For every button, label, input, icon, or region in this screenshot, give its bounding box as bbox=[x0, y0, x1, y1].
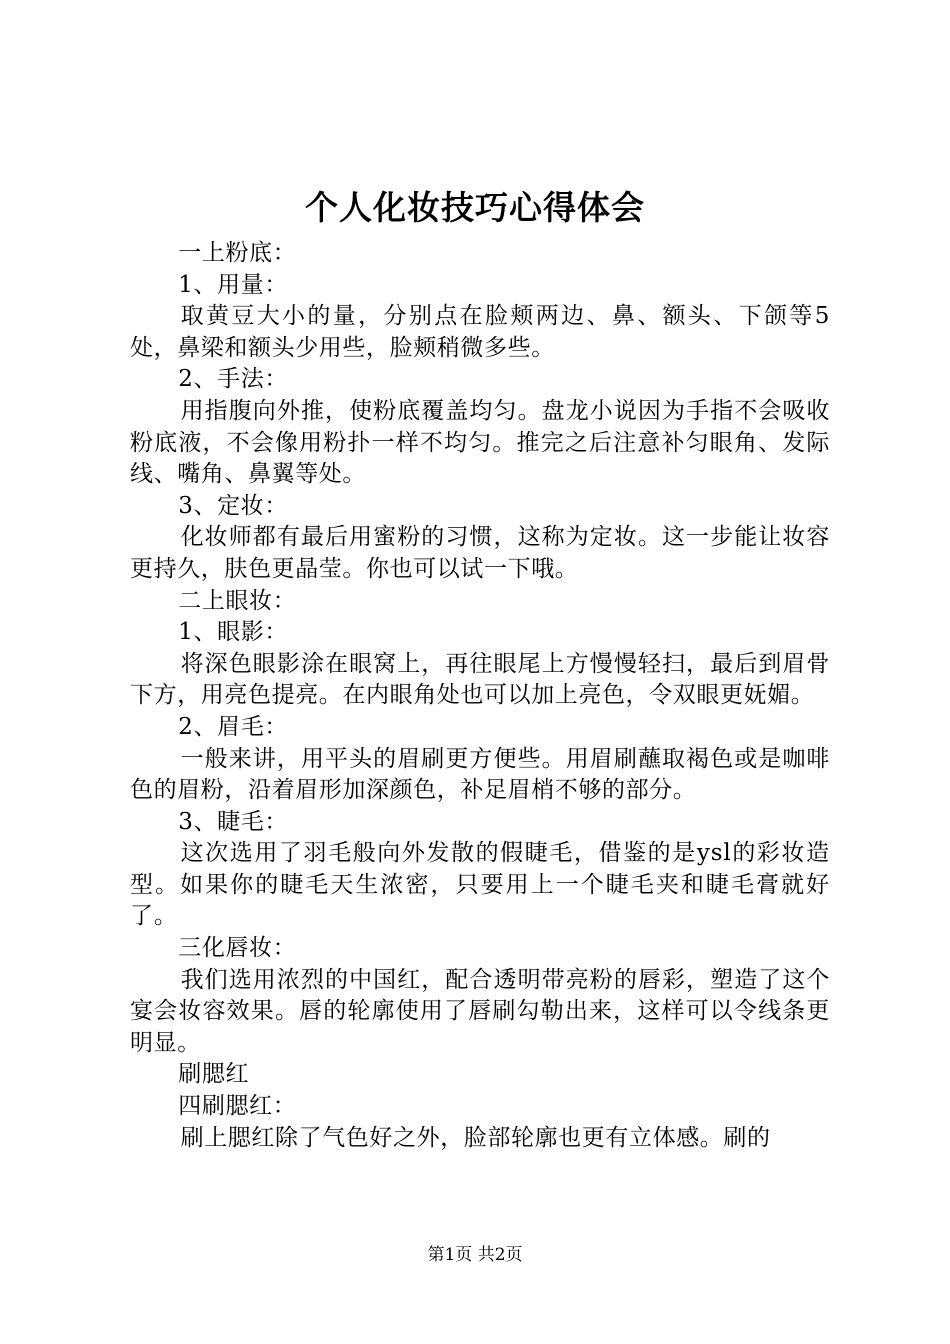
section-heading-foundation: 一上粉底： bbox=[178, 240, 297, 266]
paragraph-eyeshadow: 将深色眼影涂在眼窝上，再往眼尾上方慢慢轻扫，最后到眉骨下方，用亮色提亮。在内眼角处也可以加上亮色，令双眼更妩媚。 bbox=[130, 650, 830, 709]
paragraph-technique: 用指腹向外推，使粉底覆盖均匀。盘龙小说因为手指不会吸收粉底液，不会像用粉扑一样不均匀。推完之后注意补匀眼角、发际线、嘴角、鼻翼等处。 bbox=[130, 397, 830, 488]
paragraph-blush: 刷上腮红除了气色好之外，脸部轮廓也更有立体感。刷的 bbox=[180, 1124, 771, 1151]
paragraph-lip-makeup: 我们选用浓烈的中国红，配合透明带亮粉的唇彩，塑造了这个宴会妆容效果。唇的轮廓使用了唇刷勾勒出来，这样可以令线条更明显。 bbox=[130, 966, 830, 1056]
subheading-eyeshadow: 1、眼影： bbox=[178, 619, 288, 646]
subheading-eyebrows: 2、眉毛： bbox=[178, 713, 288, 740]
section-heading-eye-makeup: 二上眼妆： bbox=[178, 587, 297, 614]
section-heading-blush: 四刷腮红： bbox=[178, 1093, 297, 1120]
document-body bbox=[130, 238, 830, 1154]
label-blush: 刷腮红 bbox=[178, 1061, 250, 1088]
subheading-setting: 3、定妆： bbox=[178, 492, 288, 519]
page-footer: 第1页 共2页 bbox=[427, 1245, 523, 1265]
subheading-technique: 2、手法： bbox=[178, 366, 288, 393]
section-heading-lip-makeup: 三化唇妆： bbox=[178, 935, 297, 962]
subheading-amount: 1、用量： bbox=[178, 271, 288, 298]
paragraph-amount: 取黄豆大小的量，分别点在脸颊两边、鼻、额头、下颌等5处，鼻梁和额头少用些，脸颊稍微多些。 bbox=[130, 303, 830, 361]
paragraph-eyelashes: 这次选用了羽毛般向外发散的假睫毛，借鉴的是ysl的彩妆造型。如果你的睫毛天生浓密，只要用上一个睫毛夹和睫毛膏就好了。 bbox=[130, 840, 830, 930]
paragraph-eyebrows: 一般来讲，用平头的眉刷更方便些。用眉刷蘸取褐色或是咖啡色的眉粉，沿着眉形加深颜色，补足眉梢不够的部分。 bbox=[130, 745, 830, 804]
document-title: 个人化妆技巧心得体会 bbox=[305, 188, 645, 227]
paragraph-setting: 化妆师都有最后用蜜粉的习惯，这称为定妆。这一步能让妆容更持久，肤色更晶莹。你也可以试一下哦。 bbox=[130, 524, 830, 582]
subheading-eyelashes: 3、睫毛： bbox=[178, 808, 288, 835]
